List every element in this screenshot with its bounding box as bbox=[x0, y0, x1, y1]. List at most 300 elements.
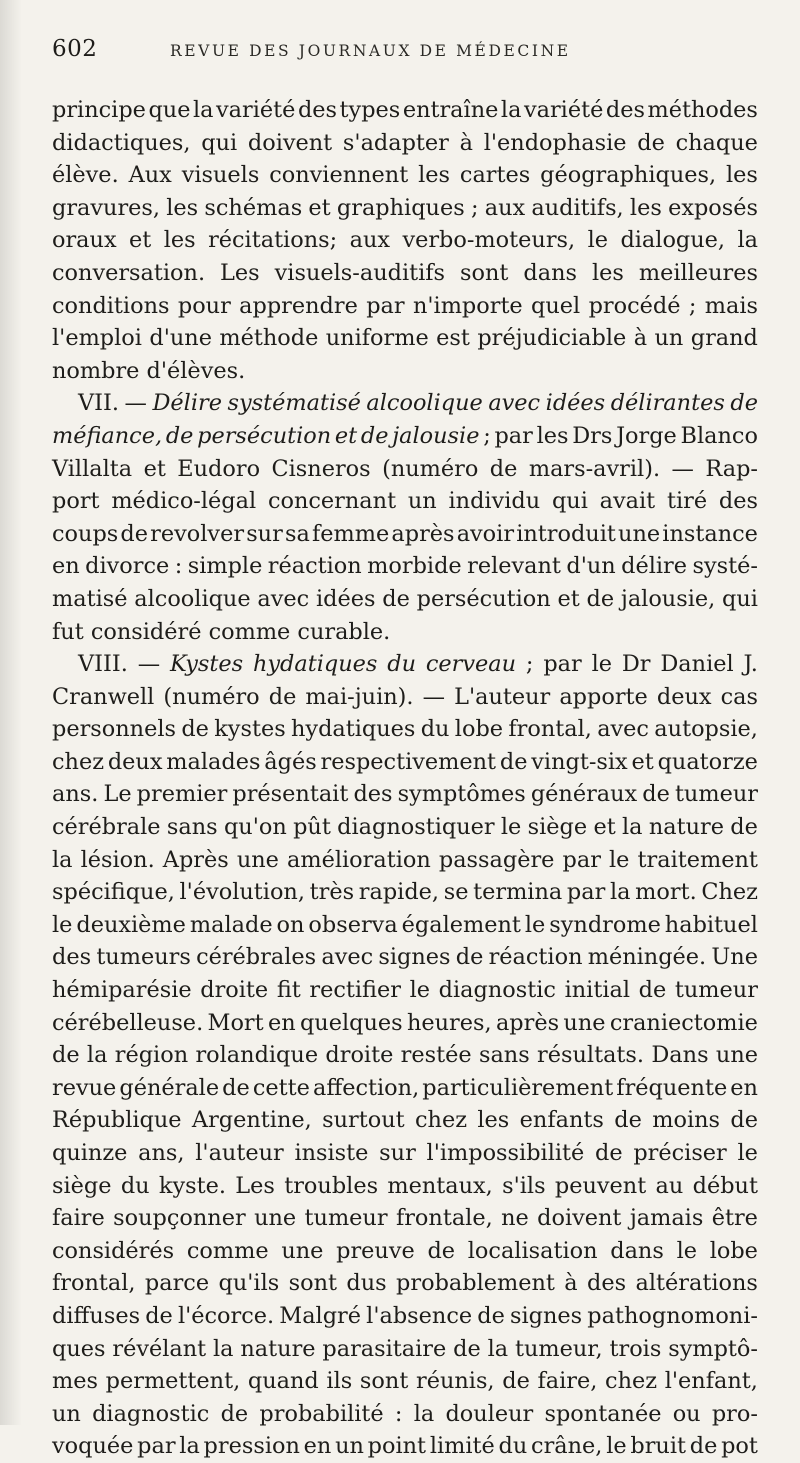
word: limité bbox=[429, 1433, 495, 1460]
word: le bbox=[52, 911, 73, 938]
word: la bbox=[609, 879, 631, 906]
word: par bbox=[137, 1433, 176, 1460]
word: Chez bbox=[701, 879, 758, 906]
word: bruit bbox=[630, 1433, 686, 1460]
word: du bbox=[498, 1433, 528, 1460]
text-line bbox=[52, 257, 758, 290]
word: crâne, bbox=[531, 1433, 603, 1460]
word: morbide bbox=[367, 553, 462, 580]
word: frontal, bbox=[508, 716, 592, 743]
word: méthode bbox=[219, 325, 319, 352]
text-line bbox=[52, 1365, 758, 1398]
word: de bbox=[222, 1074, 250, 1101]
word: le bbox=[409, 977, 431, 1004]
word: dialogue, bbox=[620, 227, 726, 254]
word: une bbox=[715, 1042, 758, 1069]
word: jalousie bbox=[392, 422, 480, 449]
word: cérébrale bbox=[52, 814, 161, 841]
word: une bbox=[281, 1237, 324, 1264]
word: au bbox=[655, 1172, 684, 1199]
word: qu'on bbox=[223, 814, 287, 841]
word: qu'ils bbox=[218, 1270, 280, 1297]
word: visuels bbox=[181, 162, 260, 189]
word: de bbox=[586, 585, 615, 612]
word: réunis, bbox=[415, 1368, 495, 1395]
word: amélioration bbox=[287, 846, 431, 873]
word: systématisé bbox=[227, 390, 361, 417]
word: et bbox=[143, 455, 166, 482]
text-line bbox=[52, 844, 758, 877]
text-line bbox=[52, 518, 758, 551]
word: — bbox=[137, 651, 161, 678]
word: diagnostic bbox=[438, 977, 556, 1004]
word: le bbox=[737, 1140, 758, 1166]
word: cartes bbox=[459, 162, 531, 189]
word: en bbox=[52, 553, 80, 580]
word: enfants bbox=[519, 1107, 604, 1134]
word: lobe bbox=[709, 1237, 758, 1264]
word: cérébrales bbox=[196, 944, 317, 971]
word: parasitaire bbox=[322, 1335, 447, 1362]
word: persécution bbox=[416, 585, 551, 612]
word: conviennent bbox=[269, 162, 409, 189]
word: tiré bbox=[666, 488, 708, 515]
word: de bbox=[120, 520, 149, 547]
word: ans. bbox=[52, 781, 99, 808]
word: Blanco bbox=[680, 422, 758, 449]
word: de bbox=[52, 1042, 80, 1069]
word: voquée bbox=[52, 1433, 134, 1460]
word: l'impossibilité bbox=[426, 1140, 585, 1166]
word: s'ils bbox=[502, 1172, 546, 1199]
word: résultats. bbox=[537, 1042, 645, 1069]
body-text bbox=[52, 94, 758, 1463]
word: de bbox=[220, 1400, 249, 1427]
word: cette bbox=[252, 1074, 310, 1101]
word: altérations bbox=[635, 1270, 758, 1297]
word: lésion. bbox=[80, 846, 155, 873]
word: grand bbox=[690, 325, 758, 352]
word: restée bbox=[400, 1042, 472, 1069]
word: Argentine, bbox=[191, 1107, 312, 1134]
word: cerveau bbox=[425, 651, 517, 678]
word: autopsie, bbox=[654, 716, 758, 743]
word: région bbox=[114, 1042, 189, 1069]
word: la bbox=[86, 1042, 108, 1069]
word: réaction bbox=[488, 944, 583, 971]
word: le bbox=[587, 227, 608, 254]
word: pour bbox=[177, 292, 231, 319]
word: mes bbox=[52, 1368, 98, 1395]
word: et bbox=[593, 814, 616, 841]
word: : bbox=[394, 1400, 403, 1427]
word: surtout bbox=[322, 1107, 405, 1134]
word: Délire bbox=[152, 390, 222, 417]
word: sont bbox=[460, 259, 509, 286]
word: très bbox=[309, 879, 355, 906]
word: sur bbox=[379, 1140, 416, 1166]
word: la bbox=[737, 227, 758, 254]
word: n'importe bbox=[412, 292, 523, 319]
word: didactiques, bbox=[52, 129, 191, 156]
word: un bbox=[407, 488, 437, 515]
word: heures, bbox=[406, 1009, 492, 1036]
word: schémas bbox=[204, 194, 303, 221]
word: concernant bbox=[267, 488, 397, 515]
word: avoir bbox=[456, 520, 515, 547]
word: Aux bbox=[128, 162, 172, 189]
word: permettent, bbox=[105, 1368, 241, 1395]
word: la bbox=[179, 1433, 200, 1460]
word: J. bbox=[743, 651, 758, 678]
word: alcoolique bbox=[134, 585, 251, 612]
word: des bbox=[353, 781, 393, 808]
word: quinze bbox=[52, 1140, 128, 1166]
word: deux bbox=[107, 748, 163, 775]
word: individu bbox=[448, 488, 541, 515]
word: preuve bbox=[336, 1237, 415, 1264]
word: en bbox=[730, 1074, 758, 1101]
word: et bbox=[129, 227, 152, 254]
text-line bbox=[52, 387, 758, 420]
word: mais bbox=[704, 292, 758, 319]
word: Cranwell bbox=[52, 683, 155, 710]
word: les bbox=[591, 259, 624, 286]
word: types bbox=[339, 97, 401, 123]
word: avec bbox=[257, 585, 310, 612]
word: idées bbox=[545, 390, 606, 417]
word: quelques bbox=[299, 1009, 403, 1036]
word: auditifs, bbox=[531, 194, 624, 221]
word: syndrome bbox=[549, 911, 661, 938]
word: par bbox=[566, 879, 606, 906]
word: de bbox=[360, 422, 389, 449]
word: respectivement bbox=[320, 748, 497, 775]
word: chez bbox=[605, 1368, 658, 1395]
word: vingt-six bbox=[531, 748, 628, 775]
word: de bbox=[595, 1140, 623, 1166]
word: moins bbox=[652, 1107, 721, 1134]
word: les bbox=[166, 194, 199, 221]
word: siège bbox=[52, 1172, 112, 1199]
word: principe bbox=[52, 97, 146, 123]
word: révélant bbox=[112, 1335, 207, 1362]
word: (numéro bbox=[163, 683, 260, 710]
word: du bbox=[120, 1172, 150, 1199]
text-line bbox=[52, 648, 758, 681]
word: initial bbox=[564, 977, 630, 1004]
word: visuels-auditifs bbox=[274, 259, 446, 286]
word: les bbox=[629, 194, 662, 221]
word: les bbox=[163, 227, 196, 254]
word: méningée. bbox=[587, 944, 707, 971]
word: à bbox=[459, 129, 473, 156]
text-line bbox=[52, 94, 758, 127]
word: Kystes bbox=[169, 651, 244, 678]
word: avait bbox=[599, 488, 656, 515]
word: sur bbox=[246, 520, 283, 547]
word: habituel bbox=[664, 911, 758, 938]
word: dans bbox=[610, 1237, 664, 1264]
word: des bbox=[297, 97, 338, 123]
word: par bbox=[366, 292, 405, 319]
word: tumeurs bbox=[96, 944, 191, 971]
word: kyste. bbox=[158, 1172, 226, 1199]
word: délire bbox=[621, 553, 688, 580]
word: l'absence bbox=[366, 1302, 473, 1329]
word: préciser bbox=[633, 1140, 727, 1166]
word: présentait bbox=[232, 781, 349, 808]
word: géographiques, bbox=[540, 162, 717, 189]
word: ils bbox=[326, 1368, 353, 1395]
word: tumeur bbox=[304, 1205, 388, 1232]
text-line bbox=[52, 355, 758, 388]
word: deux bbox=[656, 683, 712, 710]
word: des bbox=[718, 488, 758, 515]
word: on bbox=[276, 911, 305, 938]
word: de bbox=[181, 716, 209, 743]
word: et bbox=[308, 194, 331, 221]
word: quatorze bbox=[657, 748, 758, 775]
word: termina bbox=[473, 879, 563, 906]
word: méfiance, bbox=[52, 422, 163, 449]
word: le bbox=[591, 651, 612, 678]
word: femme bbox=[311, 520, 390, 547]
word: de bbox=[637, 129, 665, 156]
word: les bbox=[477, 1107, 510, 1134]
word: affection, bbox=[312, 1074, 420, 1101]
word: Après bbox=[162, 846, 229, 873]
word: de bbox=[427, 1237, 456, 1264]
word: de bbox=[730, 390, 758, 417]
word: sont bbox=[359, 1368, 409, 1395]
text-line bbox=[52, 941, 758, 974]
word: traitement bbox=[637, 846, 758, 873]
word: diagnostiquer bbox=[337, 814, 495, 841]
word: hydatiques bbox=[291, 716, 416, 743]
word: rectifier bbox=[309, 977, 401, 1004]
word: qui bbox=[201, 129, 238, 156]
word: malade bbox=[189, 911, 273, 938]
word: observa bbox=[308, 911, 398, 938]
word: chez bbox=[52, 748, 105, 775]
word: du bbox=[387, 651, 417, 678]
word: port bbox=[52, 488, 100, 515]
text-line bbox=[52, 1072, 758, 1105]
text-line bbox=[52, 713, 758, 746]
running-head bbox=[52, 36, 756, 78]
word: ; bbox=[483, 422, 491, 449]
word: après bbox=[495, 1009, 560, 1036]
word: de bbox=[165, 422, 194, 449]
word: deuxième bbox=[76, 911, 186, 938]
word: s'adapter bbox=[342, 129, 449, 156]
word: de bbox=[642, 781, 670, 808]
word: un bbox=[52, 1400, 81, 1427]
text-line bbox=[52, 1007, 758, 1040]
word: sa bbox=[284, 520, 310, 547]
word: localisation bbox=[467, 1237, 598, 1264]
word: divorce bbox=[85, 553, 170, 580]
text-line bbox=[52, 1039, 758, 1072]
word: de bbox=[382, 585, 410, 612]
word: République bbox=[52, 1107, 182, 1134]
text-line bbox=[52, 876, 758, 909]
word: rolandique bbox=[195, 1042, 319, 1069]
word: frontal, bbox=[52, 1270, 136, 1297]
word: Les bbox=[235, 1172, 275, 1199]
word: matisé bbox=[52, 585, 128, 612]
word: personnels bbox=[52, 716, 177, 743]
word: peuvent bbox=[554, 1172, 647, 1199]
word: insiste bbox=[294, 1140, 369, 1166]
word: doivent bbox=[537, 1205, 622, 1232]
word: ; bbox=[688, 292, 697, 319]
word: également bbox=[401, 911, 521, 938]
word: d'un bbox=[566, 553, 616, 580]
word: l'endophasie bbox=[483, 129, 627, 156]
word: le bbox=[524, 911, 546, 938]
word: par bbox=[562, 846, 601, 873]
word: considérés bbox=[52, 1237, 175, 1264]
word: Dans bbox=[651, 1042, 709, 1069]
word: tumeur bbox=[674, 781, 758, 808]
word: élève. bbox=[52, 162, 119, 189]
text-line bbox=[52, 681, 758, 714]
word: des bbox=[605, 97, 645, 123]
word: troubles bbox=[284, 1172, 379, 1199]
word: variété bbox=[216, 97, 296, 123]
journal-title: REVUE DES JOURNAUX DE MÉDECINE bbox=[170, 42, 571, 60]
word: introduit bbox=[516, 520, 616, 547]
word: malades bbox=[166, 748, 261, 775]
word: d'une bbox=[149, 325, 212, 352]
word: exposés bbox=[668, 194, 758, 221]
word: particulièrement bbox=[422, 1074, 614, 1101]
word: simple bbox=[187, 553, 263, 580]
word: faire, bbox=[537, 1368, 598, 1395]
word: réaction bbox=[267, 553, 362, 580]
word: trois bbox=[609, 1335, 662, 1362]
word: une bbox=[236, 846, 279, 873]
word: — bbox=[422, 683, 445, 710]
word: — bbox=[124, 390, 147, 417]
word: de bbox=[145, 1302, 173, 1329]
word: récitations; bbox=[208, 227, 338, 254]
word: Villalta bbox=[52, 455, 133, 482]
word: les bbox=[536, 422, 569, 449]
word: méthodes bbox=[647, 97, 758, 123]
word: ne bbox=[501, 1205, 529, 1232]
word: les bbox=[726, 162, 758, 189]
text-line bbox=[52, 127, 758, 160]
word: dus bbox=[346, 1270, 387, 1297]
text-line bbox=[52, 290, 758, 323]
text-line bbox=[52, 778, 758, 811]
word: probabilité bbox=[259, 1400, 384, 1427]
word: aux bbox=[484, 194, 526, 221]
word: L'auteur bbox=[454, 683, 551, 710]
text-line bbox=[52, 1333, 758, 1366]
word: Les bbox=[220, 259, 260, 286]
word: siège bbox=[527, 814, 588, 841]
word: la bbox=[213, 1335, 234, 1362]
word: pathognomoni- bbox=[587, 1302, 758, 1329]
word: hydatiques bbox=[252, 651, 378, 678]
word: le bbox=[676, 1237, 697, 1264]
word: kystes bbox=[214, 716, 286, 743]
word: cas bbox=[720, 683, 758, 710]
text-line bbox=[52, 420, 758, 453]
word: qui bbox=[551, 488, 588, 515]
word: faire bbox=[52, 1205, 105, 1232]
word: aux bbox=[349, 227, 391, 254]
word: hémiparésie bbox=[52, 977, 192, 1004]
word: douleur bbox=[445, 1400, 534, 1427]
word: par bbox=[494, 422, 533, 449]
word: être bbox=[711, 1205, 758, 1232]
word: graphiques bbox=[336, 194, 465, 221]
word: tumeur, bbox=[514, 1335, 603, 1362]
word: mai-juin). bbox=[305, 683, 414, 710]
word: frontale, bbox=[395, 1205, 493, 1232]
word: jalousie, bbox=[620, 585, 716, 612]
text-line bbox=[52, 453, 758, 486]
text-line bbox=[52, 1267, 758, 1300]
word: les bbox=[418, 162, 451, 189]
word: de bbox=[453, 1335, 481, 1362]
text-line bbox=[52, 1300, 758, 1333]
word: apporte bbox=[559, 683, 648, 710]
text-line bbox=[52, 1104, 758, 1137]
word: pot bbox=[721, 1433, 758, 1460]
word: Drs bbox=[572, 422, 613, 449]
word: symptô- bbox=[668, 1335, 758, 1362]
word: la bbox=[192, 97, 214, 123]
text-line bbox=[52, 192, 758, 225]
word: Rap- bbox=[705, 455, 758, 482]
word: probablement bbox=[396, 1270, 555, 1297]
word: est bbox=[436, 325, 470, 352]
word: Malgré bbox=[279, 1302, 362, 1329]
word: l'écorce. bbox=[177, 1302, 275, 1329]
word: ou bbox=[672, 1400, 701, 1427]
word: symptômes bbox=[397, 781, 526, 808]
word: des bbox=[587, 1270, 627, 1297]
text-line bbox=[52, 224, 758, 257]
word: ques bbox=[52, 1335, 106, 1362]
word: uniforme bbox=[325, 325, 429, 352]
word: jamais bbox=[629, 1205, 704, 1232]
word: (numéro bbox=[382, 455, 479, 482]
text-line bbox=[52, 1398, 758, 1431]
word: de bbox=[730, 1107, 758, 1134]
word: point bbox=[367, 1433, 427, 1460]
word: la bbox=[487, 1335, 509, 1362]
text-line bbox=[52, 811, 758, 844]
word: âgés bbox=[264, 748, 317, 775]
word: de bbox=[455, 944, 484, 971]
word: spontanée bbox=[544, 1400, 662, 1427]
word: mars-avril). bbox=[528, 455, 661, 482]
word: droite bbox=[325, 1042, 394, 1069]
word: de bbox=[689, 1433, 718, 1460]
word: des bbox=[52, 944, 92, 971]
word: un bbox=[335, 1433, 364, 1460]
word: mentaux, bbox=[387, 1172, 493, 1199]
word: ; bbox=[470, 194, 479, 221]
text-line bbox=[52, 909, 758, 942]
